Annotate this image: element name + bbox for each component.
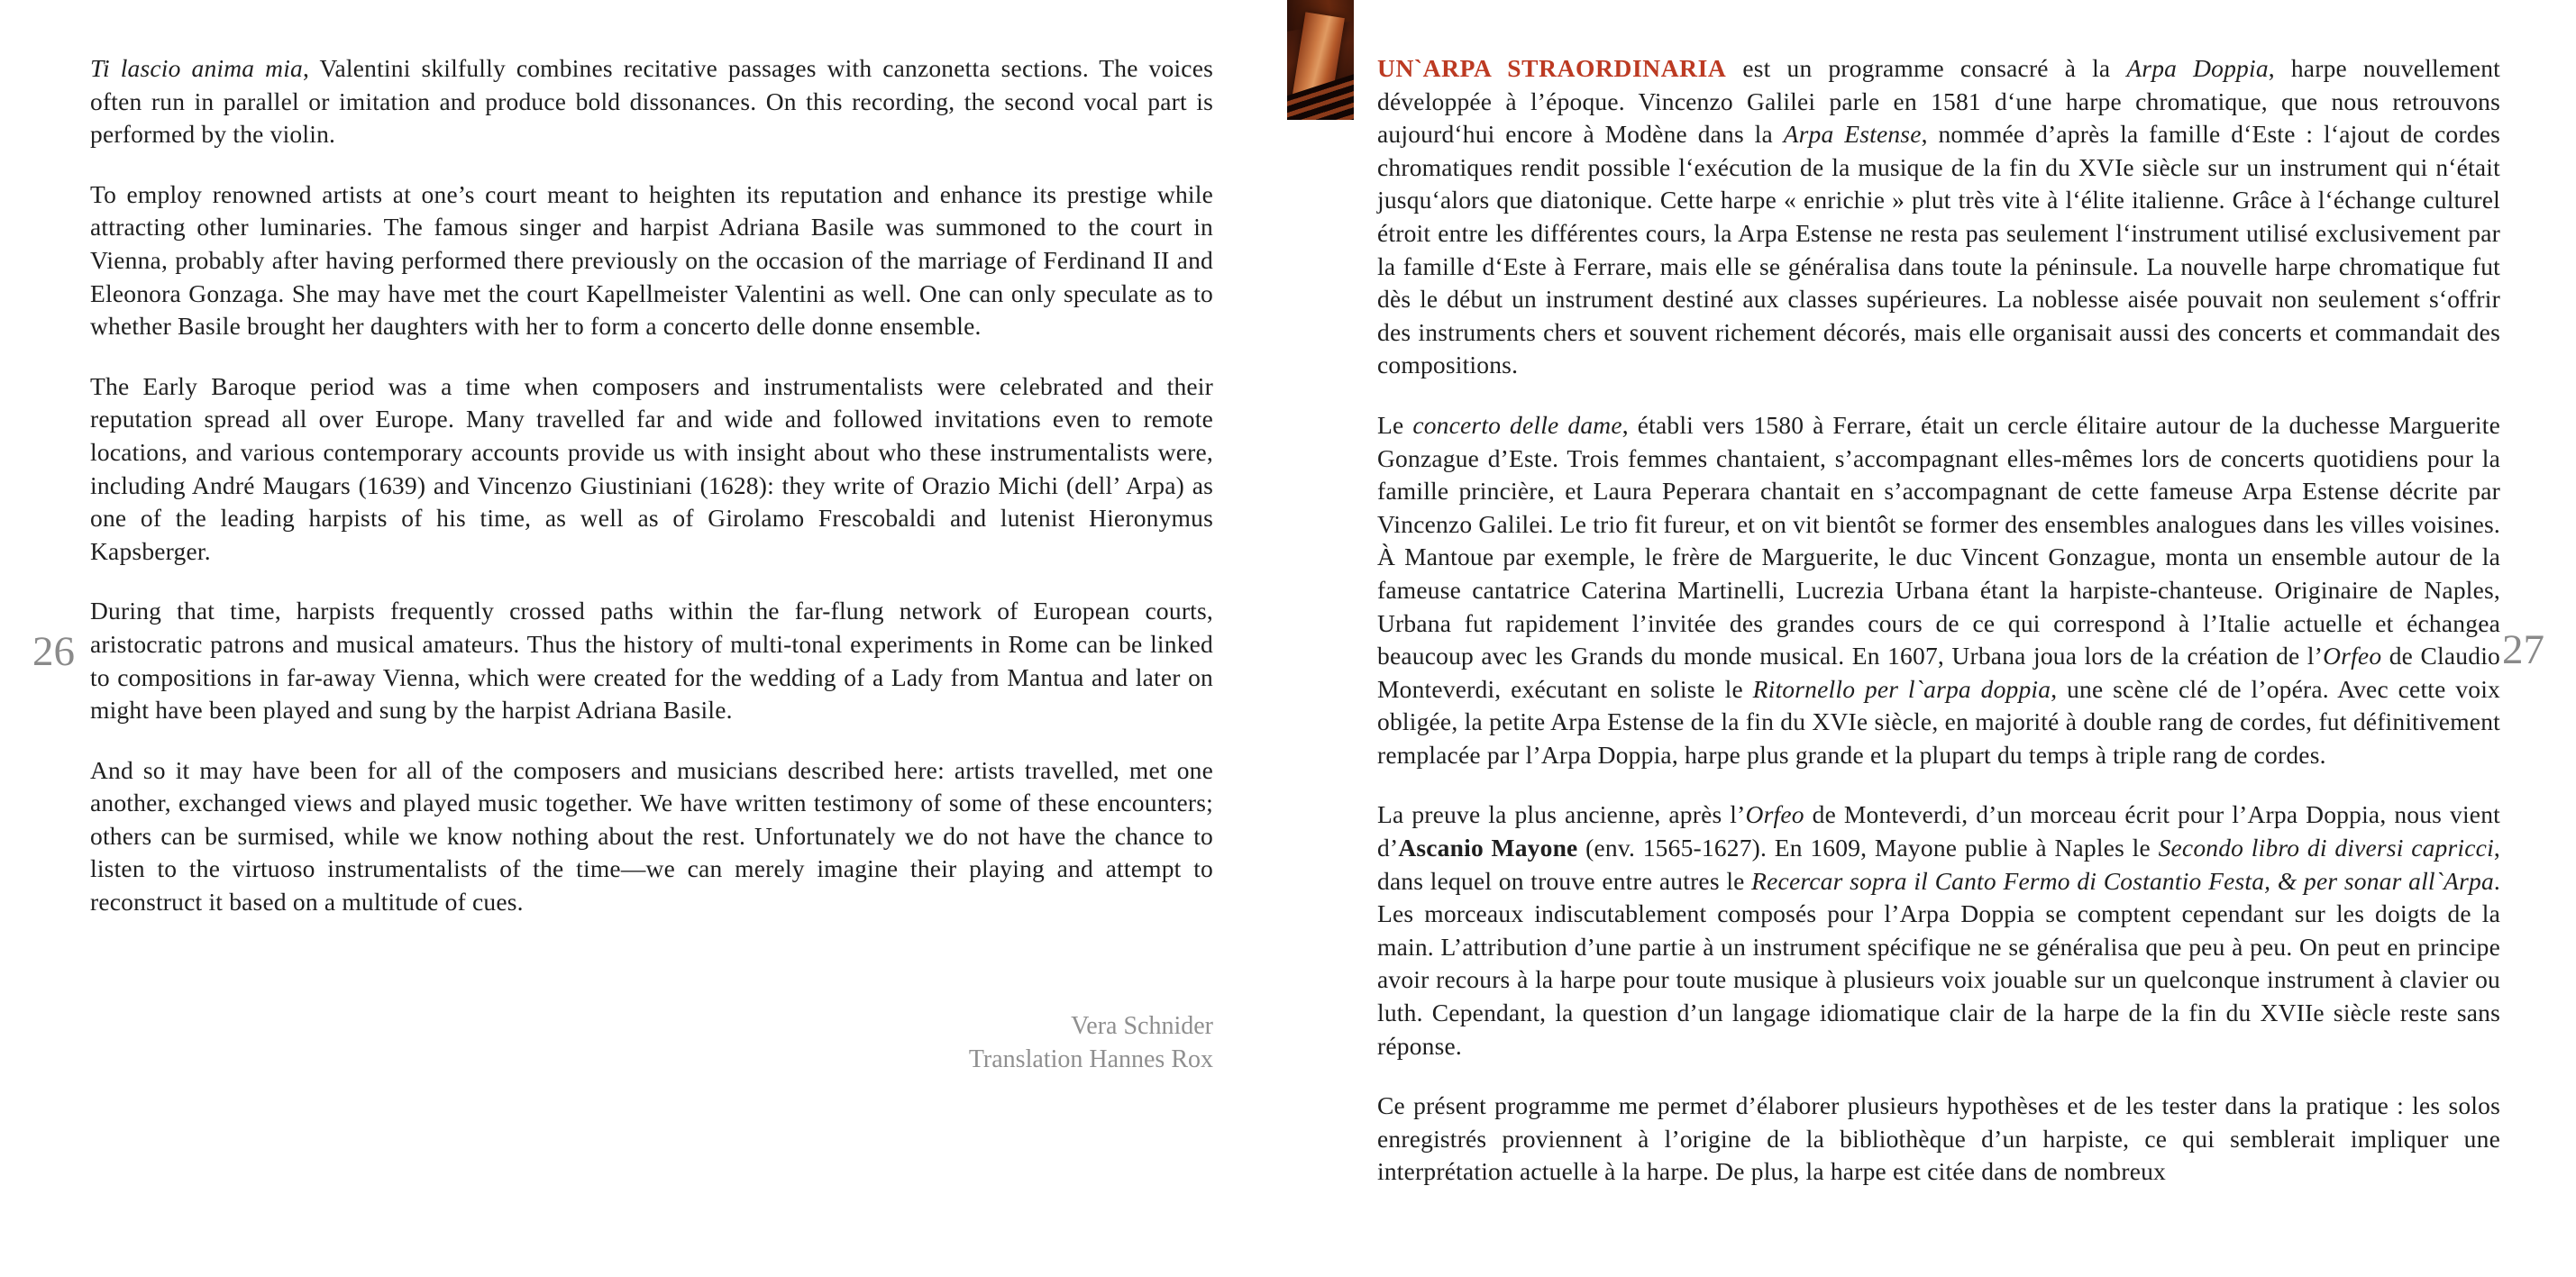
body-text: To employ renowned artists at one’s court meant to heighten its reputation and enhance its prestige while attracting other luminaries. The famous singer and harpist Adriana Basile was summoned to the court in Vienna, probably after having performed there previously on the occasion of the marriage of Ferdinand II and Eleonora Gonzaga. She may have met the court Kapellmeister Valentini as well. One can only speculate as to whether Basile brought her daughters with her to form a concerto delle donne ensemble.: [90, 179, 1213, 341]
italic-text: Secondo libro di diversi capricci: [2158, 834, 2494, 862]
right-text-column: [1377, 52, 2500, 1216]
body-text: de Claudio Monteverdi, exécutant en soliste le: [1377, 642, 2500, 703]
section-title: UN`ARPA STRAORDINARIA: [1377, 54, 1727, 82]
bold-text: Ascanio Mayone: [1398, 834, 1578, 862]
left-text-column: [90, 52, 1213, 946]
body-text: , dans lequel on trouve entre autres le: [1377, 834, 2500, 895]
credits-block: [90, 1009, 1213, 1076]
paragraph: [90, 754, 1213, 919]
body-text: The Early Baroque period was a time when composers and instrumentalists were celebrated and their reputation spread all over Europe. Many travelled far and wide and followed invitations even to remote locations, and various contemporary accounts provide us with insight about who these instrumentalists were, including André Maugars (1639) and Vincenzo Giustiniani (1628): they write of Orazio Michi (dell’ Arpa) as one of the leading harpists of his time, as well as of Girolamo Frescobaldi and lutenist Hieronymus Kapsberger.: [90, 371, 1213, 565]
italic-text: Orfeo: [1745, 800, 1804, 829]
translator-credit: Translation Hannes Rox: [968, 1045, 1213, 1073]
body-text: , établi vers 1580 à Ferrare, était un cercle élitaire autour de la duchesse Marguerite Gonzague d’Este. Trois femmes chantaient, s’accompagnant elles-mêmes lors de concerts quotidiens pour la famille princière, et Laura Peperara chantait en s’accompagnant de cette fameuse Arpa Estense décrite par Vincenzo Galilei. Le trio fit fureur, et on vit bientôt se former des ensembles analogues dans les villes voisines. À Mantoue par exemple, le frère de Marguerite, le duc Vincent Gonzague, monta un ensemble autour de la fameuse cantatrice Caterina Martinelli, Lucrezia Urbana étant la harpiste-chanteuse. Originaire de Naples, Urbana fut rapidement l’invitée des grandes cours de ce qui correspond à l’Italie actuelle et échangea beaucoup avec les Grands du monde musical. En 1607, Urbana joua lors de la création de l’: [1377, 410, 2500, 670]
body-text: Le: [1377, 410, 1413, 439]
italic-text: Ti lascio anima mia: [90, 54, 303, 82]
author-credit: Vera Schnider: [1071, 1012, 1213, 1040]
body-text: , Valentini skilfully combines recitative passages with canzonetta sections. The voices often run in parallel or imitation and produce bold dissonances. On this recording, the second vocal part is performed by the violin.: [90, 54, 1214, 149]
italic-text: Arpa Estense: [1783, 120, 1922, 149]
body-text: During that time, harpists frequently crossed paths within the far-flung network of European courts, aristocratic patrons and musical amateurs. Thus the history of multi-tonal experiments in Rome can be linked to compositions in far-away Vienna, which were created for the wedding of a Lady from Mantua and later on might have been played and sung by the harpist Adriana Basile.: [90, 597, 1213, 725]
body-text: , nommée d’après la famille d‘Este : l‘ajout de cordes chromatiques rendit possible l‘exécution de la musique de la fin du XVIe siècle sur un instrument qui n‘était jusqu‘alors que diatonique. Cette harpe « enrichie » plut très vite à l‘élite italienne. Grâce à l‘échange culturel étroit entre les différentes cours, la Arpa Estense ne resta pas seulement l‘instrument utilisé exclusivement par la famille d‘Este à Ferrare, mais elle se généralisa dans toute la péninsule. La nouvelle harpe chromatique fut dès le début un instrument destiné aux classes supérieures. La noblesse aisée pouvait non seulement s‘offrir des instruments chers et souvent richement décorés, mais elle organisait aussi des concerts et commandait des compositions.: [1377, 120, 2501, 379]
page-number-right: 27: [2502, 626, 2544, 673]
paragraph: [1377, 409, 2500, 772]
paragraph: [90, 595, 1213, 726]
page-number-left: 26: [32, 628, 75, 675]
body-text: Ce présent programme me permet d’élaborer plusieurs hypothèses et de les tester dans la pratique : les solos enregistrés proviennent à l’origine de la bibliothèque d’un harpiste, ce qui semblerait impliquer une interprétation actuelle à la harpe. De plus, la harpe est citée dans de nombreux: [1377, 1091, 2500, 1186]
paragraph: [90, 370, 1213, 569]
body-text: . Les morceaux indiscutablement composés pour l’Arpa Doppia se comptent cependant sur les doigts de la main. L’attribution d’une partie à un instrument spécifique ne se généralisa que peu à peu. On peut en principe avoir recours à la harpe pour toute musique à plusieurs voix jouable sur un quelconque instrument à clavier ou luth. Cependant, la question d’un langage idiomatique clair de la harpe de la fin du XVIIe siècle reste sans réponse.: [1377, 866, 2500, 1060]
paragraph: [1377, 52, 2500, 382]
paragraph: [90, 52, 1213, 151]
body-text: , harpe nouvellement développée à l’époque. Vincenzo Galilei parle en 1581 d‘une harpe chromatique, que nous retrouvons aujourd‘hui encore à Modène dans la: [1377, 54, 2500, 149]
italic-text: concerto delle dame: [1412, 410, 1622, 439]
paragraph: [90, 178, 1213, 343]
italic-text: Orfeo: [2323, 642, 2382, 670]
paragraph: [1377, 1090, 2500, 1189]
body-text: est un programme consacré à la: [1726, 54, 2127, 82]
italic-text: Arpa Doppia: [2126, 54, 2269, 82]
body-text: (env. 1565-1627). En 1609, Mayone publie à Naples le: [1577, 834, 2159, 862]
body-text: de Monteverdi, d’un morceau écrit pour l’Arpa Doppia, nous vient d’: [1377, 800, 2500, 862]
body-text: And so it may have been for all of the composers and musicians described here: artists travelled, met one another, exchanged views and played music together. We have written testimony of some of these encounters; others can be surmised, while we know nothing about the rest. Unfortunately we do not have the chance to listen to the virtuoso instrumentalists of the time—we can merely imagine their playing and attempt to reconstruct it based on a multitude of cues.: [90, 755, 1213, 917]
harp-wood-photo: [1287, 0, 1354, 120]
paragraph: [1377, 798, 2500, 1063]
body-text: La preuve la plus ancienne, après l’: [1377, 800, 1746, 829]
italic-text: Recercar sopra il Canto Fermo di Costantio Festa, & per sonar all`Arpa: [1751, 866, 2494, 895]
body-text: , une scène clé de l’opéra. Avec cette voix obligée, la petite Arpa Estense de la fin du XVIe siècle, en majorité à double rang de cordes, fut définitivement remplacée par l’Arpa Doppia, harpe plus grande et la plupart du temps à triple rang de cordes.: [1377, 674, 2500, 769]
italic-text: Ritornello per l`arpa doppia: [1752, 674, 2051, 703]
